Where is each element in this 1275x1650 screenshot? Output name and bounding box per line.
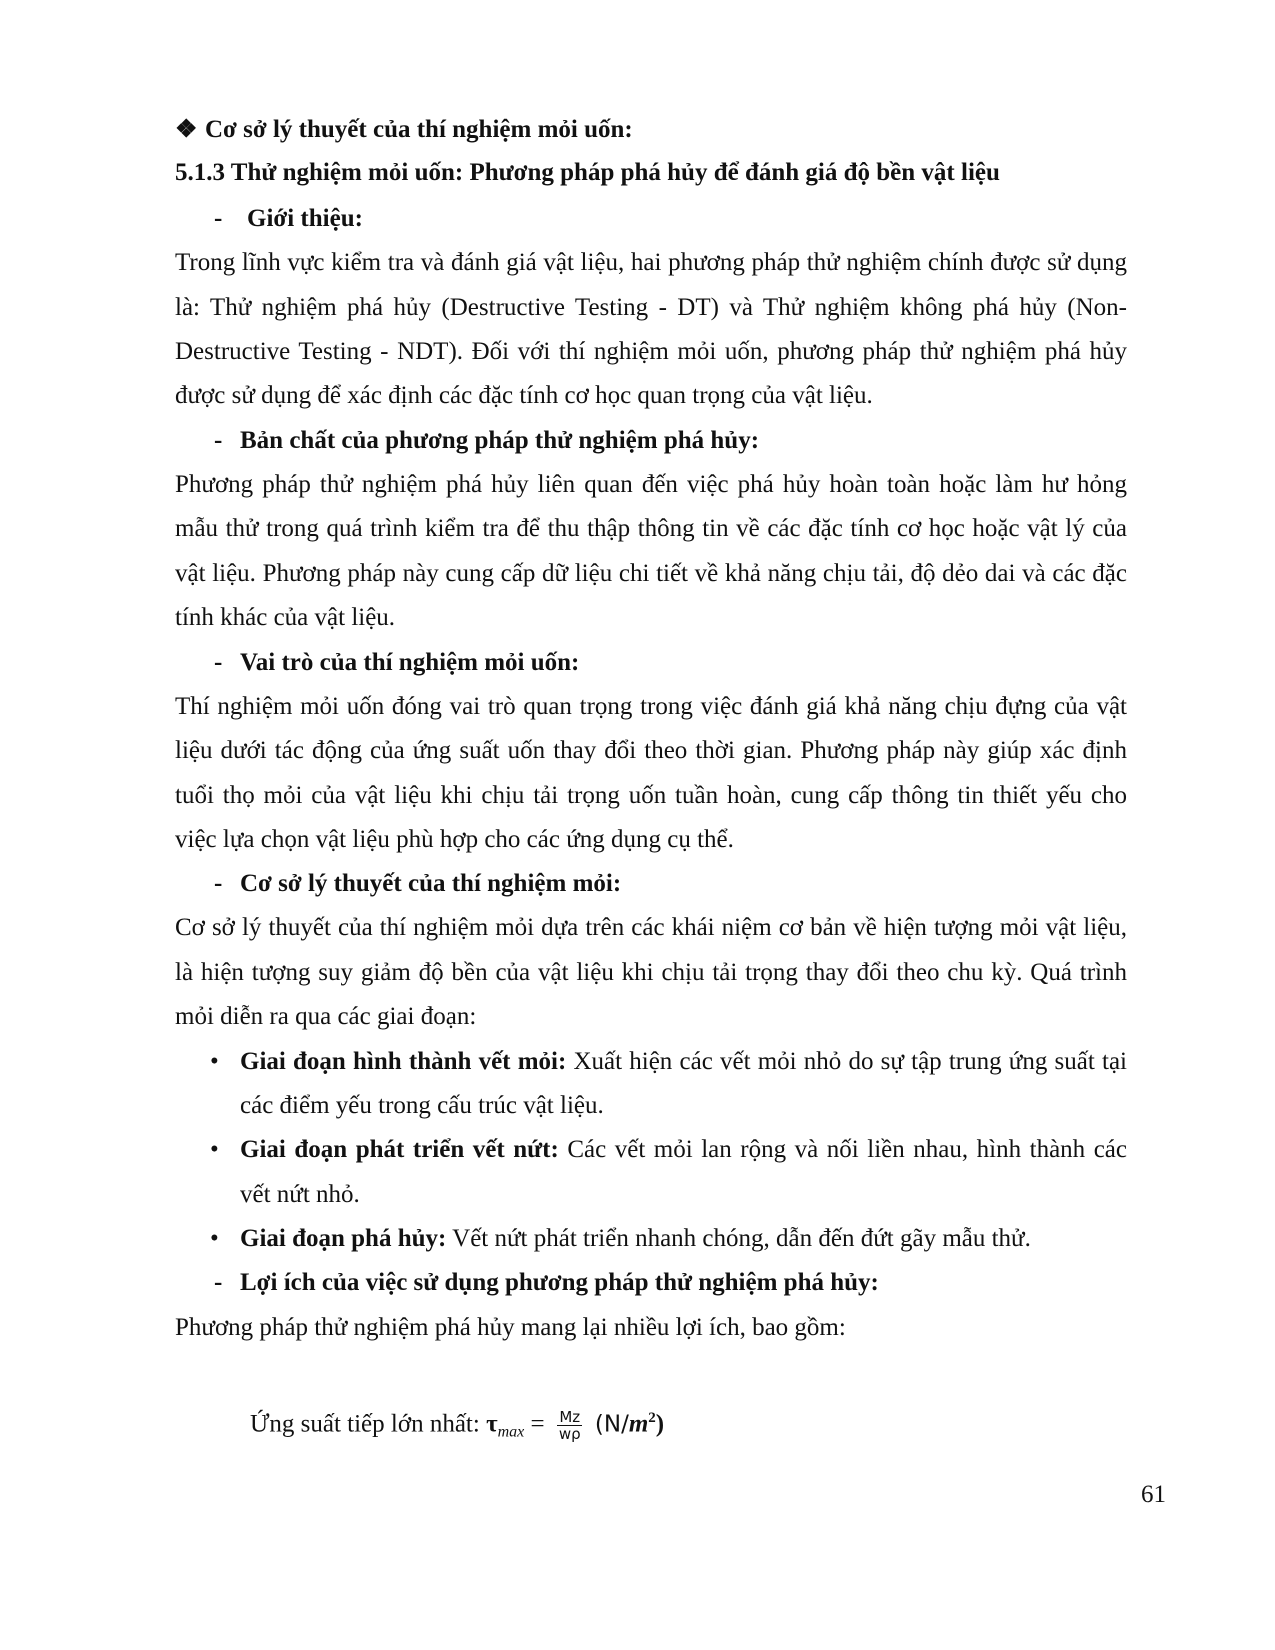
bullet-bold-label: Giai đoạn phát triển vết nứt: (240, 1136, 559, 1163)
bullet-text: Xuất hiện các vết mỏi nhỏ do sự tập trung ứng suất tại (566, 1048, 1127, 1075)
paragraph-line: Cơ sở lý thuyết của thí nghiệm mỏi dựa trên các khái niệm cơ bản về hiện tượng mỏi vật liệu, (175, 914, 1127, 941)
paragraph-line: tính khác của vật liệu. (175, 604, 396, 631)
bullet-item (240, 1046, 1127, 1078)
fraction (557, 1409, 583, 1442)
paragraph-line: Phương pháp thử nghiệm phá hủy liên quan đến việc phá hủy hoàn toàn hoặc làm hư hỏng (175, 471, 1127, 498)
paragraph-line: Thí nghiệm mỏi uốn đóng vai trò quan trọng trong việc đánh giá khả năng chịu đựng của vật (175, 693, 1127, 720)
paragraph-line: mẫu thử trong quá trình kiểm tra để thu thập thông tin về các đặc tính cơ học hoặc vật lý của (175, 515, 1127, 542)
heading-text: Cơ sở lý thuyết của thí nghiệm mỏi uốn: (205, 116, 633, 143)
paragraph-line: liệu dưới tác động của ứng suất uốn thay đổi theo thời gian. Phương pháp này giúp xác định (175, 737, 1127, 764)
equals-sign: = (524, 1410, 551, 1438)
unit-exponent: 2 (648, 1410, 656, 1426)
paragraph-line: Trong lĩnh vực kiểm tra và đánh giá vật liệu, hai phương pháp thử nghiệm chính được sử dụng (175, 249, 1127, 276)
fraction-denominator: wρ (558, 1425, 581, 1444)
bullet-text: Các vết mỏi lan rộng và nối liền nhau, hình thành các (558, 1136, 1128, 1163)
bullet-dot-icon: • (210, 1136, 219, 1163)
unit-close: ) (655, 1410, 665, 1438)
bullet-text: Vết nứt phát triển nhanh chóng, dẫn đến đứt gãy mẫu thử. (446, 1225, 1031, 1252)
paragraph-line: tuổi thọ mỏi của vật liệu khi chịu tải trọng uốn tuần hoàn, cung cấp thông tin thiết yếu cho (175, 782, 1127, 809)
section-title-benefits: Lợi ích của việc sử dụng phương pháp thử nghiệm phá hủy: (240, 1269, 879, 1296)
unit-open: (N/ (594, 1411, 629, 1438)
dash-marker: - (214, 649, 223, 676)
paragraph-line: việc lựa chọn vật liệu phù hợp cho các ứng dụng cụ thể. (175, 826, 734, 853)
paragraph-line: Phương pháp thử nghiệm phá hủy mang lại nhiều lợi ích, bao gồm: (175, 1314, 846, 1341)
dash-marker: - (214, 427, 223, 454)
bullet-bold-label: Giai đoạn phá hủy: (240, 1225, 447, 1252)
dash-marker: - (214, 1269, 223, 1296)
section-title-theory: Cơ sở lý thuyết của thí nghiệm mỏi: (240, 870, 622, 897)
bullet-item (240, 1134, 1127, 1166)
paragraph-line: được sử dụng để xác định các đặc tính cơ học quan trọng của vật liệu. (175, 382, 873, 409)
unit-m: m (628, 1410, 649, 1438)
paragraph-line: Destructive Testing - NDT). Đối với thí nghiệm mỏi uốn, phương pháp thử nghiệm phá hủy (175, 338, 1127, 365)
bullet-bold-label: Giai đoạn hình thành vết mỏi: (240, 1048, 567, 1075)
dash-marker: - (214, 205, 223, 232)
subsection-title: 5.1.3 Thử nghiệm mỏi uốn: Phương pháp phá hủy để đánh giá độ bền vật liệu (175, 159, 1000, 186)
section-title-introduction: Giới thiệu: (247, 205, 363, 232)
tau-subscript: max (497, 1423, 525, 1441)
paragraph-line: là: Thử nghiệm phá hủy (Destructive Testing - DT) và Thử nghiệm không phá hủy (Non- (175, 294, 1127, 321)
bullet-dot-icon: • (210, 1048, 219, 1075)
section-title-nature: Bản chất của phương pháp thử nghiệm phá hủy: (240, 427, 760, 454)
shear-stress-formula (250, 1398, 664, 1452)
bullet-dot-icon: • (210, 1225, 219, 1252)
section-title-role: Vai trò của thí nghiệm mỏi uốn: (240, 649, 580, 676)
section-heading (175, 114, 1175, 146)
paragraph-line: là hiện tượng suy giảm độ bền của vật liệu khi chịu tải trọng thay đổi theo chu kỳ. Quá trình (175, 959, 1127, 986)
bullet-item (240, 1223, 1127, 1255)
page-number: 61 (1141, 1481, 1166, 1508)
paragraph-line: vật liệu. Phương pháp này cung cấp dữ liệu chi tiết về khả năng chịu tải, độ dẻo dai và các đặc (175, 560, 1127, 587)
paragraph-line: mỏi diễn ra qua các giai đoạn: (175, 1003, 477, 1030)
formula-label: Ứng suất tiếp lớn nhất: (250, 1410, 487, 1438)
tau-symbol: τ (486, 1410, 498, 1438)
bullet-continuation: vết nứt nhỏ. (240, 1181, 360, 1208)
dash-marker: - (214, 870, 223, 897)
fraction-numerator: Mz (559, 1408, 581, 1427)
bullet-continuation: các điểm yếu trong cấu trúc vật liệu. (240, 1092, 604, 1119)
diamond-bullet-icon: ❖ (175, 116, 198, 143)
